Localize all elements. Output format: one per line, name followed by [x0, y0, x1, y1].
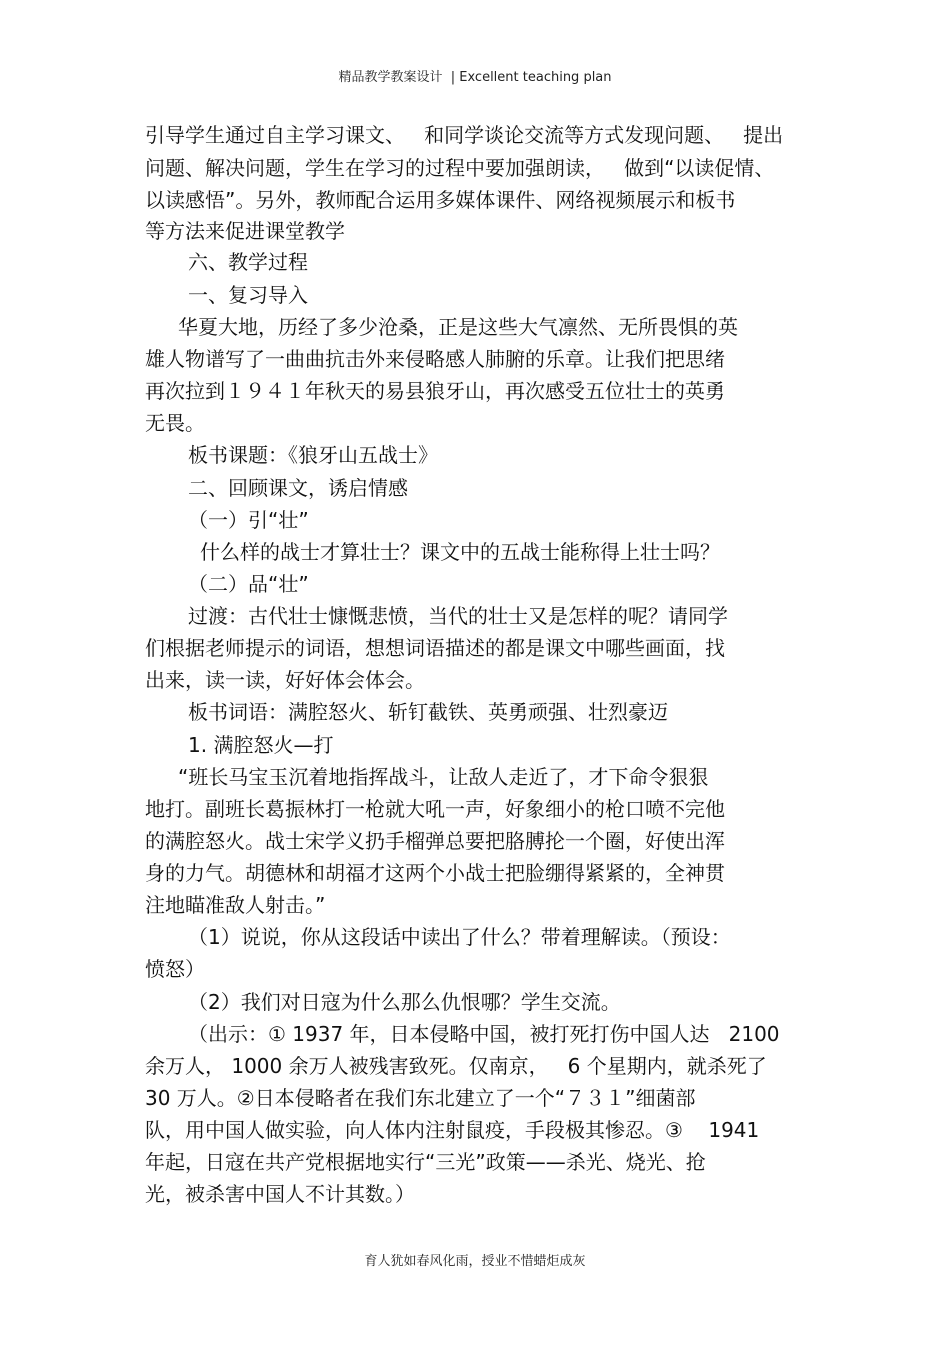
text-line: （2）我们对日寇为什么那么仇恨哪？学生交流。 [188, 990, 621, 1014]
text-line: 余万人， 1000 余万人被残害致死。仅南京， 6 个星期内，就杀死了 [145, 1054, 767, 1078]
text-line: 出来，读一读，好好体会体会。 [145, 668, 425, 692]
text-line: 30 万人。②日本侵略者在我们东北建立了一个“７３１”细菌部 [145, 1086, 696, 1110]
text-line: 们根据老师提示的词语，想想词语描述的都是课文中哪些画面，找 [145, 636, 725, 660]
text-line: （出示：① 1937 年，日本侵略中国，被打死打伤中国人达 2100 [188, 1022, 780, 1046]
subsection-heading: （二）品“壮” [188, 572, 309, 596]
text-line: 引导学生通过自主学习课文、 和同学谈论交流等方式发现问题、 提出 [145, 123, 784, 147]
text-line: 等方法来促进课堂教学 [145, 219, 345, 243]
text-line: 问题、解决问题，学生在学习的过程中要加强朗读， 做到“以读促情、 [145, 156, 775, 180]
quote-line: 地打。副班长葛振林打一枪就大吼一声，好象细小的枪口喷不完他 [145, 797, 725, 821]
text-line: 板书词语：满腔怒火、斩钉截铁、英勇顽强、壮烈豪迈 [188, 700, 668, 724]
text-line: （1）说说，你从这段话中读出了什么？带着理解读。（预设： [188, 925, 731, 949]
page-footer: 育人犹如春风化雨，授业不惜蜡炬成灰 [364, 1254, 586, 1269]
text-line: 年起，日寇在共产党根据地实行“三光”政策——杀光、烧光、抢 [145, 1150, 706, 1174]
text-line: 雄人物谱写了一曲曲抗击外来侵略感人肺腑的乐章。让我们把思绪 [145, 347, 725, 371]
text-line: 板书课题：《狼牙山五战士》 [188, 443, 438, 467]
subsection-heading: （一）引“壮” [188, 508, 309, 532]
quote-line: 身的力气。胡德林和胡福才这两个小战士把脸绷得紧紧的，全神贯 [145, 861, 725, 885]
quote-line: “班长马宝玉沉着地指挥战斗，让敌人走近了，才下命令狠狠 [178, 765, 709, 789]
text-line: 愤怒） [145, 957, 205, 981]
text-line: 华夏大地，历经了多少沧桑，正是这些大气凛然、无所畏惧的英 [178, 315, 738, 339]
page-header: 精品教学教案设计 | Excellent teaching plan [338, 70, 612, 85]
text-line: 什么样的战士才算壮士？课文中的五战士能称得上壮士吗？ [200, 540, 720, 564]
section-heading: 一、复习导入 [188, 283, 308, 307]
section-heading: 六、教学过程 [188, 250, 308, 274]
text-line: 队，用中国人做实验，向人体内注射鼠疫，手段极其惨忍。③ 1941 [145, 1118, 760, 1142]
text-line: 无畏。 [145, 411, 205, 435]
text-line: 以读感悟”。另外，教师配合运用多媒体课件、网络视频展示和板书 [145, 188, 736, 212]
list-item-heading: 1. 满腔怒火—打 [188, 733, 334, 757]
quote-line: 的满腔怒火。战士宋学义扔手榴弹总要把胳膊抡一个圈，好使出浑 [145, 829, 725, 853]
quote-line: 注地瞄准敌人射击。” [145, 893, 326, 917]
text-line: 再次拉到１９４１年秋天的易县狼牙山，再次感受五位壮士的英勇 [145, 379, 725, 403]
section-heading: 二、回顾课文，诱启情感 [188, 476, 408, 500]
text-line: 光，被杀害中国人不计其数。） [145, 1182, 415, 1206]
text-line: 过渡：古代壮士慷慨悲愤，当代的壮士又是怎样的呢？请同学 [188, 604, 728, 628]
